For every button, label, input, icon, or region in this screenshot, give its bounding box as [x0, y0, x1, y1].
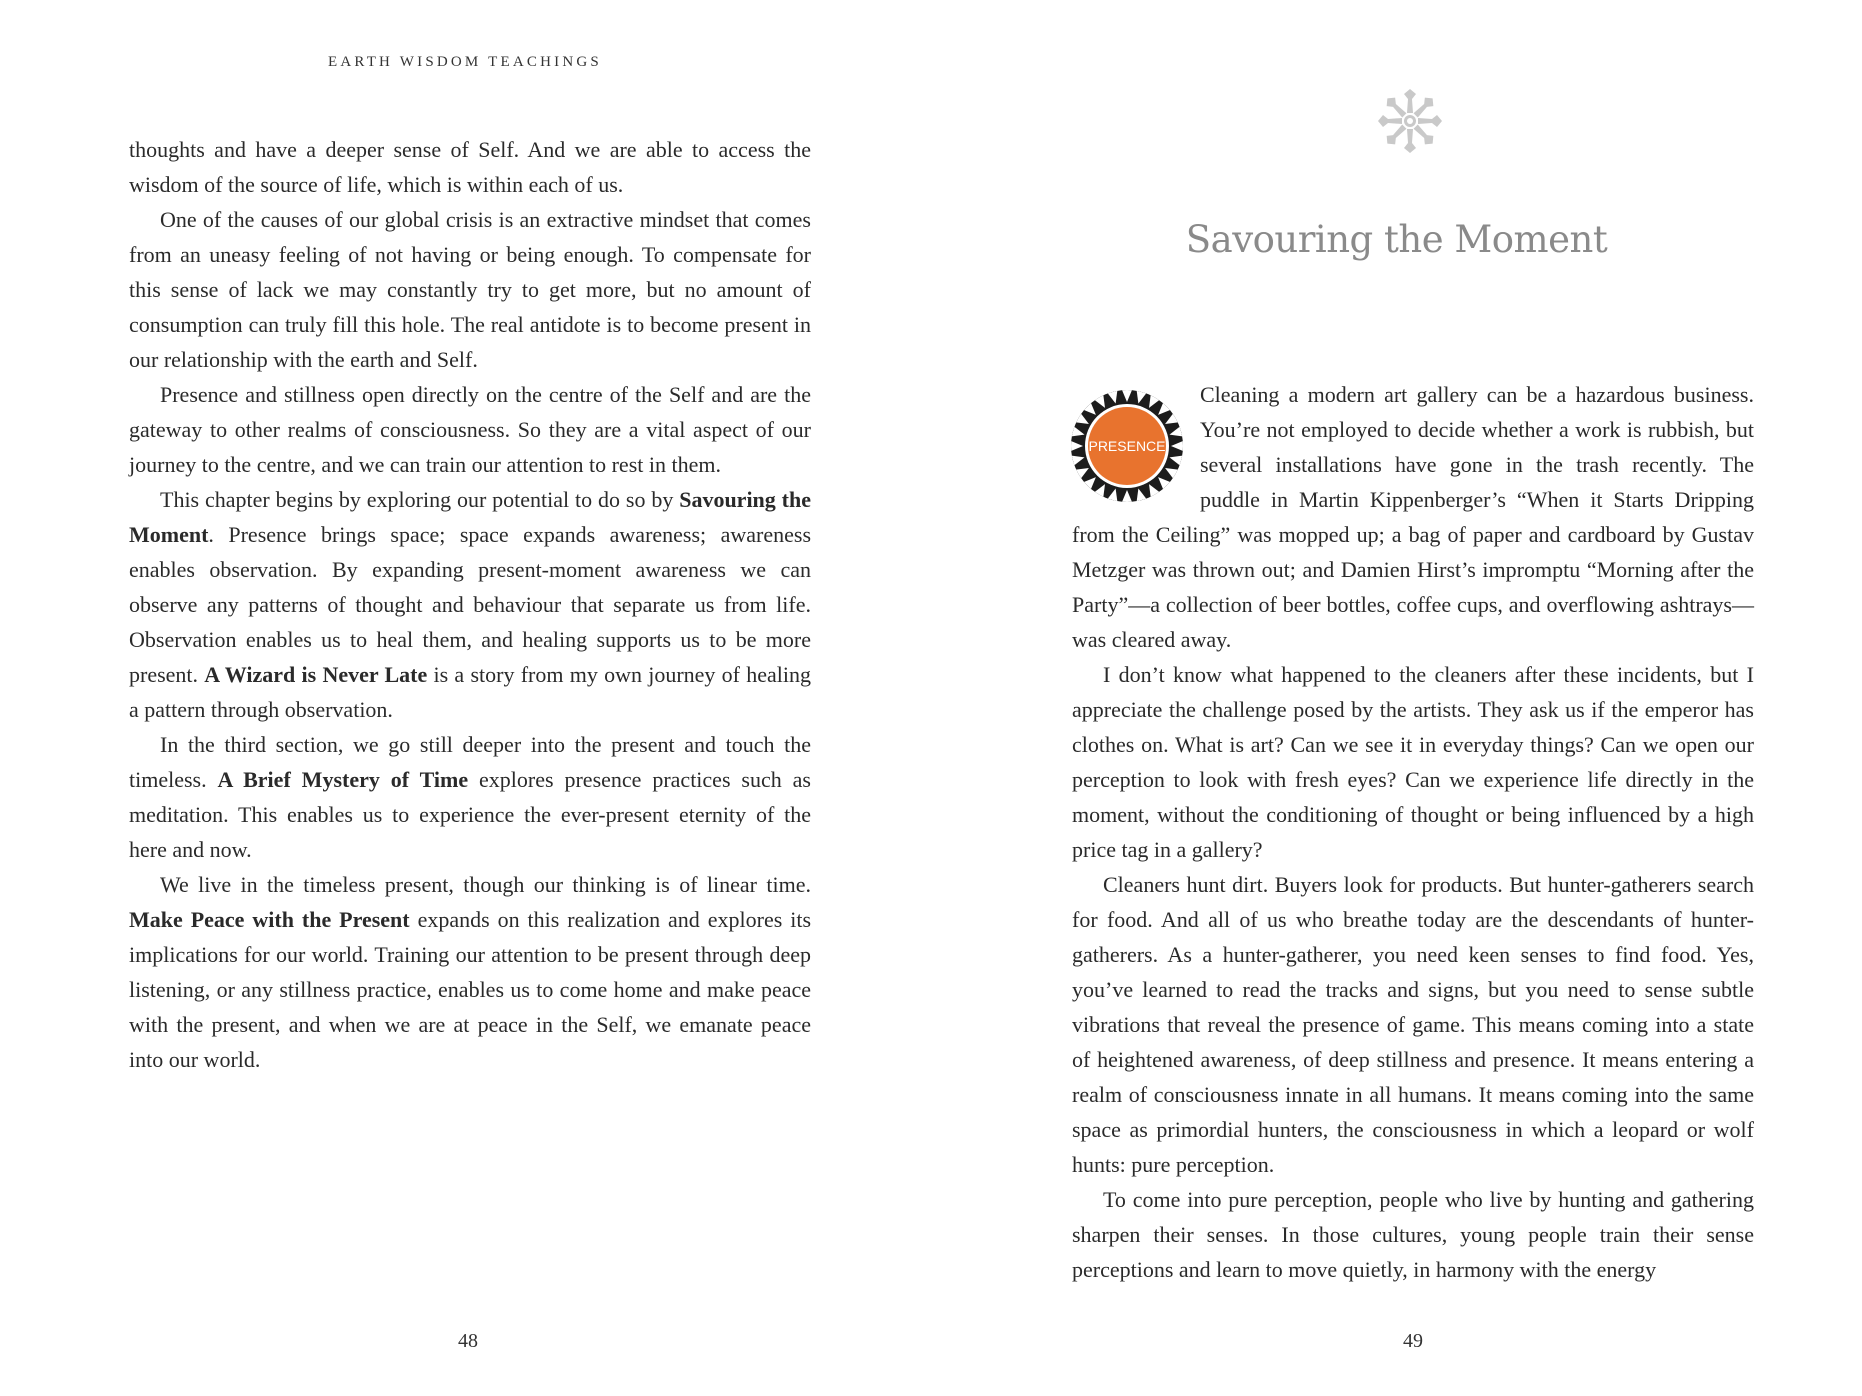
- section-reference: Make Peace with the Present: [129, 907, 410, 932]
- presence-badge-label: PRESENCE: [1088, 438, 1166, 454]
- paragraph: [129, 867, 811, 1077]
- section-reference: A Brief Mystery of Time: [217, 767, 469, 792]
- paragraph-text: is a story from my own journey of healing a pattern through observation.: [129, 662, 811, 722]
- paragraph: [129, 727, 811, 867]
- paragraph-text: . Presence brings space; space expands awareness; awareness enables observation. By expanding present-moment awareness we can observe any patterns of thought and behaviour that separate us from life. Observation enables us to heal them, and healing supports us to be more present.: [129, 522, 811, 687]
- snowflake-ornament-icon: [1377, 88, 1443, 154]
- paragraph: [129, 482, 811, 727]
- paragraph-text: explores presence practices such as meditation. This enables us to experience the ever-present eternity of the here and now.: [129, 767, 811, 862]
- left-page-body: [129, 132, 811, 1077]
- section-reference: A Wizard is Never Late: [204, 662, 428, 687]
- page-number: 48: [458, 1330, 478, 1352]
- paragraph: Presence and stillness open directly on the centre of the Self and are the gateway to other realms of consciousness. So they are a vital aspect of our journey to the centre, and we can train our attention to rest in them.: [129, 382, 811, 477]
- presence-badge: [1068, 387, 1186, 505]
- paragraph: Cleaners hunt dirt. Buyers look for products. But hunter-gatherers search for food. And all of us who breathe today are the descendants of hunter-gatherers. As a hunter-gatherer, you need keen senses to find food. Yes, you’ve learned to read the tracks and signs, but you need to sense subtle vibrations that reveal the presence of game. This means coming into a state of heightened awareness, of deep stillness and presence. It means entering a realm of consciousness innate in all humans. It means coming into the same space as primordial hunters, the consciousness in which a leopard or wolf hunts: pure perception.: [1072, 872, 1754, 1177]
- paragraph-text: We live in the timeless present, though our thinking is of linear time.: [160, 872, 811, 897]
- paragraph-text: In the third section, we go still deeper into the present and touch the timeless.: [129, 732, 811, 792]
- running-head: EARTH WISDOM TEACHINGS: [328, 54, 602, 70]
- paragraph: To come into pure perception, people who live by hunting and gathering sharpen their senses. In those cultures, young people train their sense perceptions and learn to move quietly, in harmony with the energy: [1072, 1187, 1754, 1282]
- paragraph: I don’t know what happened to the cleaners after these incidents, but I appreciate the challenge posed by the artists. They ask us if the emperor has clothes on. What is art? Can we see it in everyday things? Can we open our perception to look with fresh eyes? Can we experience life directly in the moment, without the conditioning of thought or being influenced by a high price tag in a gallery?: [1072, 662, 1754, 862]
- right-page: [931, 0, 1862, 1396]
- paragraph-text: expands on this realization and explores its implications for our world. Training our attention to be present through deep listening, or any stillness practice, enables us to come home and make peace with the present, and when we are at peace in the Self, we emanate peace into our world.: [129, 907, 812, 1072]
- paragraph: thoughts and have a deeper sense of Self. And we are able to access the wisdom of the source of life, which is within each of us.: [129, 137, 811, 197]
- paragraph-text: This chapter begins by exploring our potential to do so by: [160, 487, 680, 512]
- paragraph: One of the causes of our global crisis is an extractive mindset that comes from an uneasy feeling of not having or being enough. To compensate for this sense of lack we may constantly try to get more, but no amount of consumption can truly fill this hole. The real antidote is to become present in our relationship with the earth and Self.: [129, 207, 811, 372]
- right-page-body: [1072, 377, 1754, 1287]
- chapter-title: Savouring the Moment: [1185, 218, 1608, 261]
- paragraph: Cleaning a modern art gallery can be a hazardous business. You’re not employed to decide whether a work is rubbish, but several installations have gone in the trash recently. The puddle in Martin Kippenberger’s “When it Starts Dripping from the Ceiling” was mopped up; a bag of paper and cardboard by Gustav Metzger was thrown out; and Damien Hirst’s impromptu “Morning after the Party”—a collection of beer bottles, coffee cups, and overflowing ashtrays—was cleared away.: [1072, 382, 1754, 652]
- page-number: 49: [1403, 1330, 1423, 1352]
- section-reference: Savouring the Moment: [129, 487, 811, 547]
